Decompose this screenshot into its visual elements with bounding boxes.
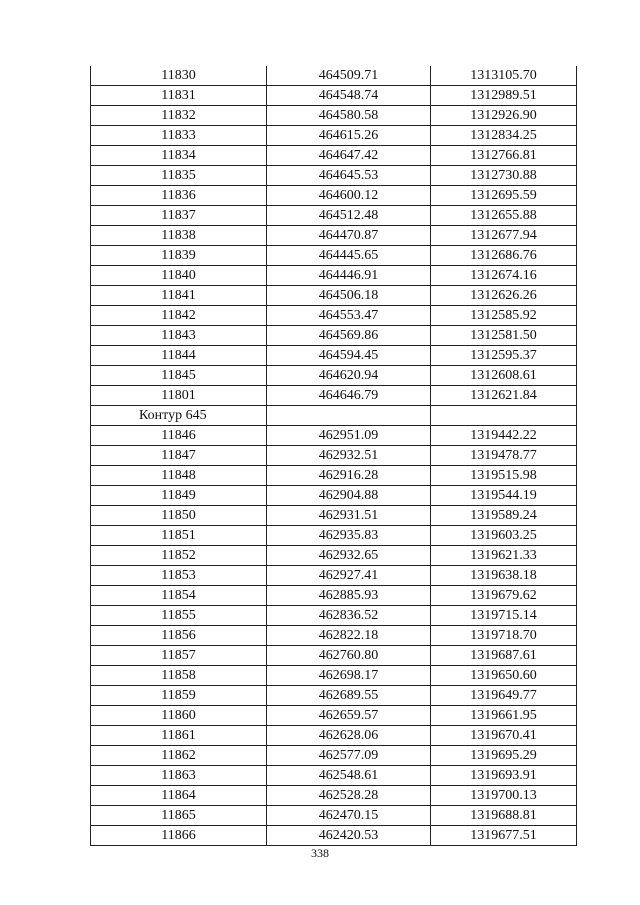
x-coordinate-cell: 462935.83 <box>267 526 431 546</box>
point-number-cell: 11853 <box>91 566 267 586</box>
point-number-cell: 11860 <box>91 706 267 726</box>
x-coordinate-cell: 464509.71 <box>267 66 431 86</box>
y-coordinate-cell: 1312581.50 <box>431 326 577 346</box>
y-coordinate-cell: 1319478.77 <box>431 446 577 466</box>
x-coordinate-cell: 462931.51 <box>267 506 431 526</box>
coordinates-table-body <box>91 66 577 846</box>
table-row <box>91 666 577 686</box>
table-row <box>91 826 577 846</box>
table-row <box>91 306 577 326</box>
table-row <box>91 346 577 366</box>
y-coordinate-cell: 1319677.51 <box>431 826 577 846</box>
point-number-cell: 11849 <box>91 486 267 506</box>
x-coordinate-cell: 464553.47 <box>267 306 431 326</box>
y-coordinate-cell: 1319687.61 <box>431 646 577 666</box>
x-coordinate-cell: 464446.91 <box>267 266 431 286</box>
table-row <box>91 646 577 666</box>
y-coordinate-cell: 1319649.77 <box>431 686 577 706</box>
x-coordinate-cell: 462932.51 <box>267 446 431 466</box>
y-coordinate-cell: 1319442.22 <box>431 426 577 446</box>
x-coordinate-cell: 462822.18 <box>267 626 431 646</box>
point-number-cell: 11866 <box>91 826 267 846</box>
y-coordinate-cell: 1312989.51 <box>431 86 577 106</box>
x-coordinate-cell: 462916.28 <box>267 466 431 486</box>
coordinates-table <box>90 66 577 846</box>
table-row <box>91 126 577 146</box>
empty-cell <box>267 406 431 426</box>
x-coordinate-cell: 464470.87 <box>267 226 431 246</box>
point-number-cell: 11838 <box>91 226 267 246</box>
table-row <box>91 506 577 526</box>
contour-header-row <box>91 406 577 426</box>
point-number-cell: 11830 <box>91 66 267 86</box>
point-number-cell: 11854 <box>91 586 267 606</box>
y-coordinate-cell: 1319544.19 <box>431 486 577 506</box>
point-number-cell: 11834 <box>91 146 267 166</box>
table-row <box>91 766 577 786</box>
y-coordinate-cell: 1312926.90 <box>431 106 577 126</box>
table-row <box>91 146 577 166</box>
x-coordinate-cell: 464569.86 <box>267 326 431 346</box>
x-coordinate-cell: 464647.42 <box>267 146 431 166</box>
table-row <box>91 486 577 506</box>
point-number-cell: 11832 <box>91 106 267 126</box>
table-row <box>91 566 577 586</box>
x-coordinate-cell: 462951.09 <box>267 426 431 446</box>
point-number-cell: 11863 <box>91 766 267 786</box>
x-coordinate-cell: 464506.18 <box>267 286 431 306</box>
x-coordinate-cell: 462628.06 <box>267 726 431 746</box>
y-coordinate-cell: 1319589.24 <box>431 506 577 526</box>
point-number-cell: 11856 <box>91 626 267 646</box>
table-row <box>91 326 577 346</box>
page-number: 338 <box>311 846 329 860</box>
x-coordinate-cell: 464548.74 <box>267 86 431 106</box>
point-number-cell: 11844 <box>91 346 267 366</box>
table-row <box>91 166 577 186</box>
table-row <box>91 606 577 626</box>
y-coordinate-cell: 1319695.29 <box>431 746 577 766</box>
x-coordinate-cell: 462420.53 <box>267 826 431 846</box>
x-coordinate-cell: 464615.26 <box>267 126 431 146</box>
x-coordinate-cell: 462689.55 <box>267 686 431 706</box>
table-row <box>91 186 577 206</box>
point-number-cell: 11837 <box>91 206 267 226</box>
point-number-cell: 11855 <box>91 606 267 626</box>
y-coordinate-cell: 1319679.62 <box>431 586 577 606</box>
y-coordinate-cell: 1312686.76 <box>431 246 577 266</box>
point-number-cell: 11845 <box>91 366 267 386</box>
y-coordinate-cell: 1312677.94 <box>431 226 577 246</box>
x-coordinate-cell: 464645.53 <box>267 166 431 186</box>
y-coordinate-cell: 1312730.88 <box>431 166 577 186</box>
y-coordinate-cell: 1312621.84 <box>431 386 577 406</box>
table-row <box>91 746 577 766</box>
point-number-cell: 11848 <box>91 466 267 486</box>
y-coordinate-cell: 1312674.16 <box>431 266 577 286</box>
y-coordinate-cell: 1312834.25 <box>431 126 577 146</box>
point-number-cell: 11858 <box>91 666 267 686</box>
table-row <box>91 366 577 386</box>
point-number-cell: 11840 <box>91 266 267 286</box>
x-coordinate-cell: 462836.52 <box>267 606 431 626</box>
y-coordinate-cell: 1319670.41 <box>431 726 577 746</box>
x-coordinate-cell: 462470.15 <box>267 806 431 826</box>
y-coordinate-cell: 1319603.25 <box>431 526 577 546</box>
point-number-cell: 11851 <box>91 526 267 546</box>
table-row <box>91 386 577 406</box>
x-coordinate-cell: 462927.41 <box>267 566 431 586</box>
point-number-cell: 11801 <box>91 386 267 406</box>
x-coordinate-cell: 464445.65 <box>267 246 431 266</box>
table-row <box>91 706 577 726</box>
point-number-cell: 11857 <box>91 646 267 666</box>
y-coordinate-cell: 1312595.37 <box>431 346 577 366</box>
point-number-cell: 11841 <box>91 286 267 306</box>
y-coordinate-cell: 1319621.33 <box>431 546 577 566</box>
table-row <box>91 586 577 606</box>
point-number-cell: 11831 <box>91 86 267 106</box>
y-coordinate-cell: 1319718.70 <box>431 626 577 646</box>
contour-label: Контур 645 <box>91 406 267 426</box>
x-coordinate-cell: 462528.28 <box>267 786 431 806</box>
x-coordinate-cell: 462904.88 <box>267 486 431 506</box>
table-row <box>91 546 577 566</box>
x-coordinate-cell: 462932.65 <box>267 546 431 566</box>
table-row <box>91 446 577 466</box>
table-row <box>91 786 577 806</box>
point-number-cell: 11836 <box>91 186 267 206</box>
x-coordinate-cell: 464646.79 <box>267 386 431 406</box>
x-coordinate-cell: 462577.09 <box>267 746 431 766</box>
x-coordinate-cell: 462659.57 <box>267 706 431 726</box>
y-coordinate-cell: 1319515.98 <box>431 466 577 486</box>
x-coordinate-cell: 464600.12 <box>267 186 431 206</box>
y-coordinate-cell: 1312626.26 <box>431 286 577 306</box>
y-coordinate-cell: 1312695.59 <box>431 186 577 206</box>
y-coordinate-cell: 1319638.18 <box>431 566 577 586</box>
table-row <box>91 226 577 246</box>
x-coordinate-cell: 462698.17 <box>267 666 431 686</box>
point-number-cell: 11839 <box>91 246 267 266</box>
y-coordinate-cell: 1312655.88 <box>431 206 577 226</box>
point-number-cell: 11861 <box>91 726 267 746</box>
point-number-cell: 11847 <box>91 446 267 466</box>
y-coordinate-cell: 1312585.92 <box>431 306 577 326</box>
y-coordinate-cell: 1312766.81 <box>431 146 577 166</box>
x-coordinate-cell: 462760.80 <box>267 646 431 666</box>
point-number-cell: 11843 <box>91 326 267 346</box>
x-coordinate-cell: 462885.93 <box>267 586 431 606</box>
x-coordinate-cell: 464580.58 <box>267 106 431 126</box>
table-row <box>91 526 577 546</box>
y-coordinate-cell: 1319688.81 <box>431 806 577 826</box>
y-coordinate-cell: 1319661.95 <box>431 706 577 726</box>
table-row <box>91 106 577 126</box>
point-number-cell: 11859 <box>91 686 267 706</box>
table-row <box>91 286 577 306</box>
x-coordinate-cell: 462548.61 <box>267 766 431 786</box>
y-coordinate-cell: 1319715.14 <box>431 606 577 626</box>
point-number-cell: 11842 <box>91 306 267 326</box>
table-row <box>91 806 577 826</box>
x-coordinate-cell: 464620.94 <box>267 366 431 386</box>
table-row <box>91 726 577 746</box>
x-coordinate-cell: 464512.48 <box>267 206 431 226</box>
y-coordinate-cell: 1319693.91 <box>431 766 577 786</box>
empty-cell <box>431 406 577 426</box>
point-number-cell: 11846 <box>91 426 267 446</box>
table-row <box>91 66 577 86</box>
x-coordinate-cell: 464594.45 <box>267 346 431 366</box>
y-coordinate-cell: 1319650.60 <box>431 666 577 686</box>
table-row <box>91 686 577 706</box>
table-row <box>91 426 577 446</box>
point-number-cell: 11850 <box>91 506 267 526</box>
point-number-cell: 11862 <box>91 746 267 766</box>
y-coordinate-cell: 1313105.70 <box>431 66 577 86</box>
table-row <box>91 466 577 486</box>
point-number-cell: 11835 <box>91 166 267 186</box>
table-row <box>91 266 577 286</box>
table-row <box>91 246 577 266</box>
point-number-cell: 11865 <box>91 806 267 826</box>
point-number-cell: 11852 <box>91 546 267 566</box>
table-row <box>91 626 577 646</box>
y-coordinate-cell: 1312608.61 <box>431 366 577 386</box>
point-number-cell: 11864 <box>91 786 267 806</box>
table-row <box>91 206 577 226</box>
y-coordinate-cell: 1319700.13 <box>431 786 577 806</box>
table-row <box>91 86 577 106</box>
point-number-cell: 11833 <box>91 126 267 146</box>
